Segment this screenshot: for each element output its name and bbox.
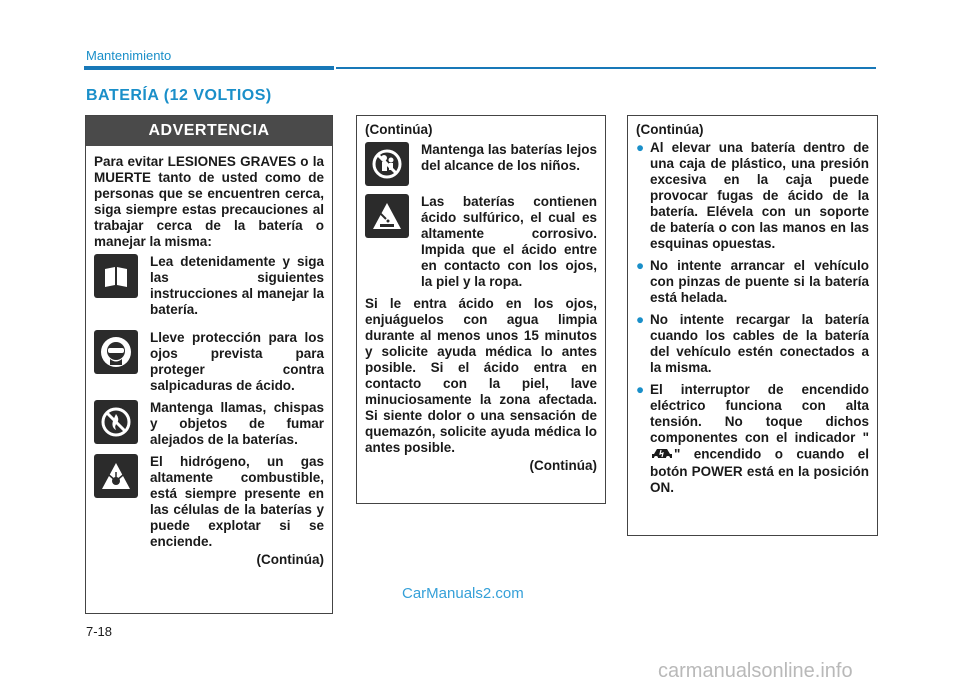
continued-box-3 (627, 115, 878, 536)
warning-item (94, 254, 324, 318)
warning-item-text: Lea detenidamente y siga las siguientes instrucciones al manejar la batería. (150, 254, 324, 317)
header-rule-thin (336, 67, 876, 69)
bullet-dot: ● (636, 140, 645, 155)
warning-item-text: Mantenga llamas, chispas y objetos de fumar alejados de la baterías. (150, 400, 324, 447)
header-rule-thick (84, 66, 334, 70)
warning-item-text: Las baterías contienen ácido sulfúrico, el cual es altamente corrosivo. Impida que el ácido entre en contacto con los ojos, la piel y la ropa. (421, 194, 597, 289)
warning-item (94, 400, 324, 448)
bullet-dot: ● (636, 258, 645, 273)
corrosive-acid-icon (365, 194, 409, 238)
manual-book-icon (94, 254, 138, 298)
list-item (636, 258, 869, 306)
warning-item-text: El hidrógeno, un gas altamente combustible, está siempre presente en las células de la baterías y puede explotar si se enciende. (150, 454, 324, 549)
list-item-text-part: " encendido o cuando el botón POWER está en la posición ON. (650, 446, 869, 495)
continued-label: (Continúa) (529, 458, 597, 473)
continued-label: (Continúa) (256, 552, 324, 567)
warning-header: ADVERTENCIA (86, 116, 332, 146)
list-item-text (650, 382, 869, 496)
continued-label: (Continúa) (365, 122, 433, 137)
warning-item-text: Mantenga las baterías lejos del alcance de los niños. (421, 142, 597, 173)
watermark-footer: carmanualsonline.info (658, 660, 853, 682)
section-title: BATERÍA (12 VOLTIOS) (86, 87, 272, 104)
warning-intro: Para evitar LESIONES GRAVES o la MUERTE tanto de usted como de personas que se encuentren cerca, siga siempre estas precauciones al trabajar cerca de la batería o manejar la misma: (94, 154, 324, 249)
watermark-link[interactable]: CarManuals2.com (402, 585, 524, 602)
list-item (636, 140, 869, 252)
list-item-text: No intente recargar la batería cuando los cables de la batería del vehículo estén conectados a la misma. (650, 312, 869, 375)
list-item (636, 382, 869, 496)
warning-box (85, 115, 333, 614)
list-item (636, 312, 869, 376)
list-item-text-part: El interruptor de encendido eléctrico funciona con alta tensión. No toque dichos componentes con el indicador " (650, 382, 869, 445)
bullet-dot: ● (636, 312, 645, 327)
explosion-hazard-icon (94, 454, 138, 498)
keep-away-children-icon (365, 142, 409, 186)
acid-first-aid-paragraph: Si le entra ácido en los ojos, enjuáguelos con agua limpia durante al menos unos 15 minutos y solicite ayuda médica lo antes posible. Si el ácido entra en contacto con la piel, lave minuciosamente la zona afectada. Si siente dolor o una sensación de quemazón, solicite ayuda médica lo antes posible. (365, 296, 597, 455)
warning-item (94, 330, 324, 394)
eye-protection-icon (94, 330, 138, 374)
page-number: 7-18 (86, 624, 113, 639)
high-voltage-indicator-icon (650, 446, 674, 464)
bullet-dot: ● (636, 382, 645, 397)
warning-item (94, 454, 324, 550)
section-label: Mantenimiento (86, 48, 172, 63)
warning-item (365, 194, 597, 290)
no-flames-smoking-icon (94, 400, 138, 444)
list-item-text: No intente arrancar el vehículo con pinzas de puente si la batería está helada. (650, 258, 869, 305)
continued-box-2 (356, 115, 606, 504)
warning-item (365, 142, 597, 186)
continued-label: (Continúa) (636, 122, 704, 137)
list-item-text: Al elevar una batería dentro de una caja de plástico, una presión excesiva en la caja puede provocar fugas de ácido de la batería. Elévela con un soporte de batería o con las manos en las esquinas opuestas. (650, 140, 869, 251)
warning-item-text: Lleve protección para los ojos prevista para proteger contra salpicaduras de ácido. (150, 330, 324, 393)
